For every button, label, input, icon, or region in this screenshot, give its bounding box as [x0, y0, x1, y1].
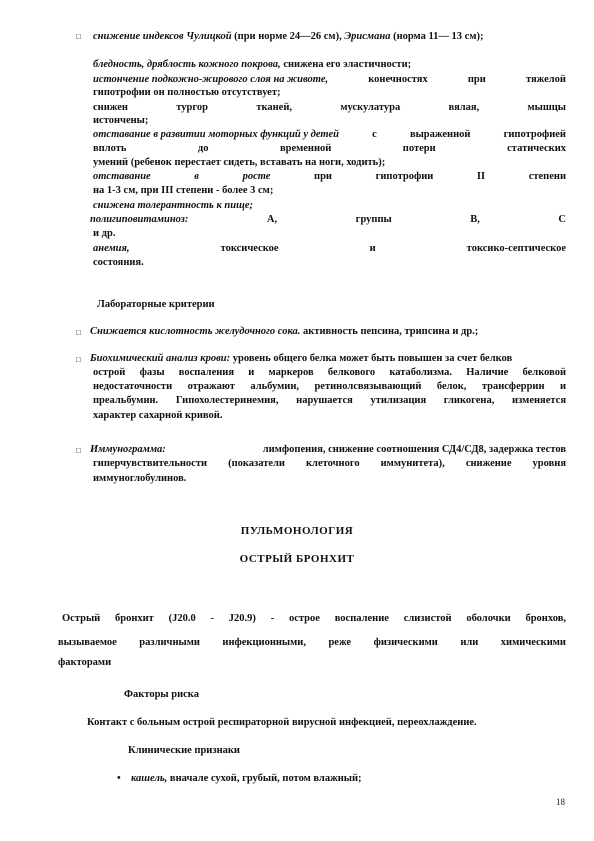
word: до	[197, 143, 209, 154]
lab-item-line: острой фазы воспаления и маркеров белкового катаболизма. Наличие белковой	[93, 367, 566, 378]
word: временной	[279, 143, 332, 154]
lab-item-text: активность пепсина, трипсина и др.;	[303, 326, 479, 337]
lab-item-line: характер сахарной кривой.	[93, 410, 223, 421]
definition-line: Острый бронхит (J20.0 - J20.9) - острое воспаление слизистой оболочки бронхов,	[62, 613, 566, 624]
symptom-line	[93, 30, 484, 43]
word: снижен	[93, 102, 128, 113]
list-bullet: □	[76, 355, 81, 364]
word: выраженной	[409, 129, 471, 140]
symptom-line: состояния.	[93, 257, 144, 268]
bullet-dot: •	[117, 773, 121, 784]
word: токсико-септическое	[466, 243, 566, 254]
word: вплоть	[93, 143, 127, 154]
word: при	[314, 171, 332, 182]
word: анемия,	[93, 243, 130, 254]
word: мускулатура	[340, 102, 401, 113]
lab-item-italic: Снижается кислотность желудочного сока.	[90, 326, 301, 337]
symptom-italic: бледность, дряблость кожного покрова,	[93, 59, 281, 70]
word: потери	[402, 143, 436, 154]
symptom-line: истончены;	[93, 115, 149, 126]
symptom-line	[93, 101, 566, 114]
word: гипотрофии	[375, 171, 434, 182]
word: С	[558, 214, 566, 225]
clinic-italic: кашель,	[131, 773, 168, 784]
risk-title: Факторы риска	[124, 689, 199, 700]
list-bullet: □	[76, 446, 81, 455]
word: А,	[266, 214, 278, 225]
symptom-text: (норма 11— 13 см);	[393, 31, 484, 42]
lab-item	[90, 443, 566, 456]
lab-item-italic: Иммунограмма:	[90, 444, 166, 455]
symptom-line: гипотрофии он полностью отсутствует;	[93, 87, 281, 98]
word: и	[369, 243, 376, 254]
word: тканей,	[256, 102, 293, 113]
symptom-line	[93, 73, 566, 86]
word: вялая,	[448, 102, 480, 113]
chapter-title: ПУЛЬМОНОЛОГИЯ	[240, 525, 354, 537]
section-title: Лабораторные критерии	[97, 299, 215, 310]
symptom-line: и др.	[93, 228, 116, 239]
lab-item-line: иммуноглобулинов.	[93, 473, 187, 484]
definition-line: факторами	[58, 657, 112, 668]
word: росте	[242, 171, 271, 182]
word: В,	[470, 214, 480, 225]
symptom-line: снижена толерантность к пище;	[93, 200, 253, 211]
clinic-title: Клинические признаки	[128, 745, 240, 756]
list-bullet: □	[76, 32, 81, 41]
risk-text: Контакт с больным острой респираторной вирусной инфекцией, переохлаждение.	[87, 717, 477, 728]
lab-item	[90, 352, 512, 365]
lab-item	[90, 325, 478, 338]
clinic-item	[131, 772, 362, 785]
symptom-line	[93, 58, 411, 71]
word: гипотрофией	[503, 129, 566, 140]
symptom-line	[93, 242, 566, 255]
symptom-line: на 1-3 см, при III степени - более 3 см;	[93, 185, 274, 196]
word: полигиповитаминоз:	[90, 214, 189, 225]
chapter-subtitle: ОСТРЫЙ БРОНХИТ	[239, 553, 355, 565]
word: мышцы	[527, 102, 566, 113]
list-bullet: □	[76, 328, 81, 337]
lab-item-line: гиперчувствительности (показатели клеточного иммунитета), снижение уровня	[93, 458, 566, 469]
symptom-line	[90, 213, 566, 226]
clinic-text: вначале сухой, грубый, потом влажный;	[169, 773, 362, 784]
word: группы	[355, 214, 392, 225]
word: с	[372, 129, 377, 140]
lab-item-line: преальбумин. Гипохолестеринемия, нарушается утилизация гликогена, изменяется	[93, 395, 566, 406]
word: при	[467, 74, 486, 85]
symptom-line	[93, 128, 566, 141]
symptom-italic: отставание в развитии моторных функций у детей	[93, 129, 339, 140]
lab-item-text: лимфопения, снижение соотношения СД4/СД8, задержка тестов	[262, 444, 566, 455]
definition-line: вызываемое различными инфекционными, реже физическими или химическими	[58, 637, 566, 648]
page-number: 18	[556, 797, 565, 807]
word: конечностях	[368, 74, 428, 85]
symptom-line	[93, 170, 566, 183]
symptom-line	[93, 142, 566, 155]
word: II	[476, 171, 486, 182]
word: в	[194, 171, 199, 182]
symptom-italic: Эрисмана	[344, 31, 391, 42]
symptom-text: снижена его эластичности;	[283, 59, 412, 70]
lab-item-line: недостаточности отражают альбумин, ретинолсвязывающий белок, трансферрин и	[93, 381, 566, 392]
word: тургор	[176, 102, 208, 113]
word: токсическое	[220, 243, 279, 254]
symptom-italic: снижение индексов Чулицкой	[93, 31, 232, 42]
symptom-text: (при норме 24—26 см),	[234, 31, 342, 42]
word: тяжелой	[525, 74, 566, 85]
lab-item-italic: Биохимический анализ крови:	[90, 353, 231, 364]
word: степени	[528, 171, 566, 182]
word: статических	[507, 143, 566, 154]
symptom-italic: истончение подкожно-жирового слоя на животе,	[93, 74, 329, 85]
word: отставание	[93, 171, 151, 182]
symptom-line: умений (ребенок перестает сидеть, вставать на ноги, ходить);	[93, 157, 386, 168]
lab-item-text: уровень общего белка может быть повышен за счет белков	[232, 353, 513, 364]
